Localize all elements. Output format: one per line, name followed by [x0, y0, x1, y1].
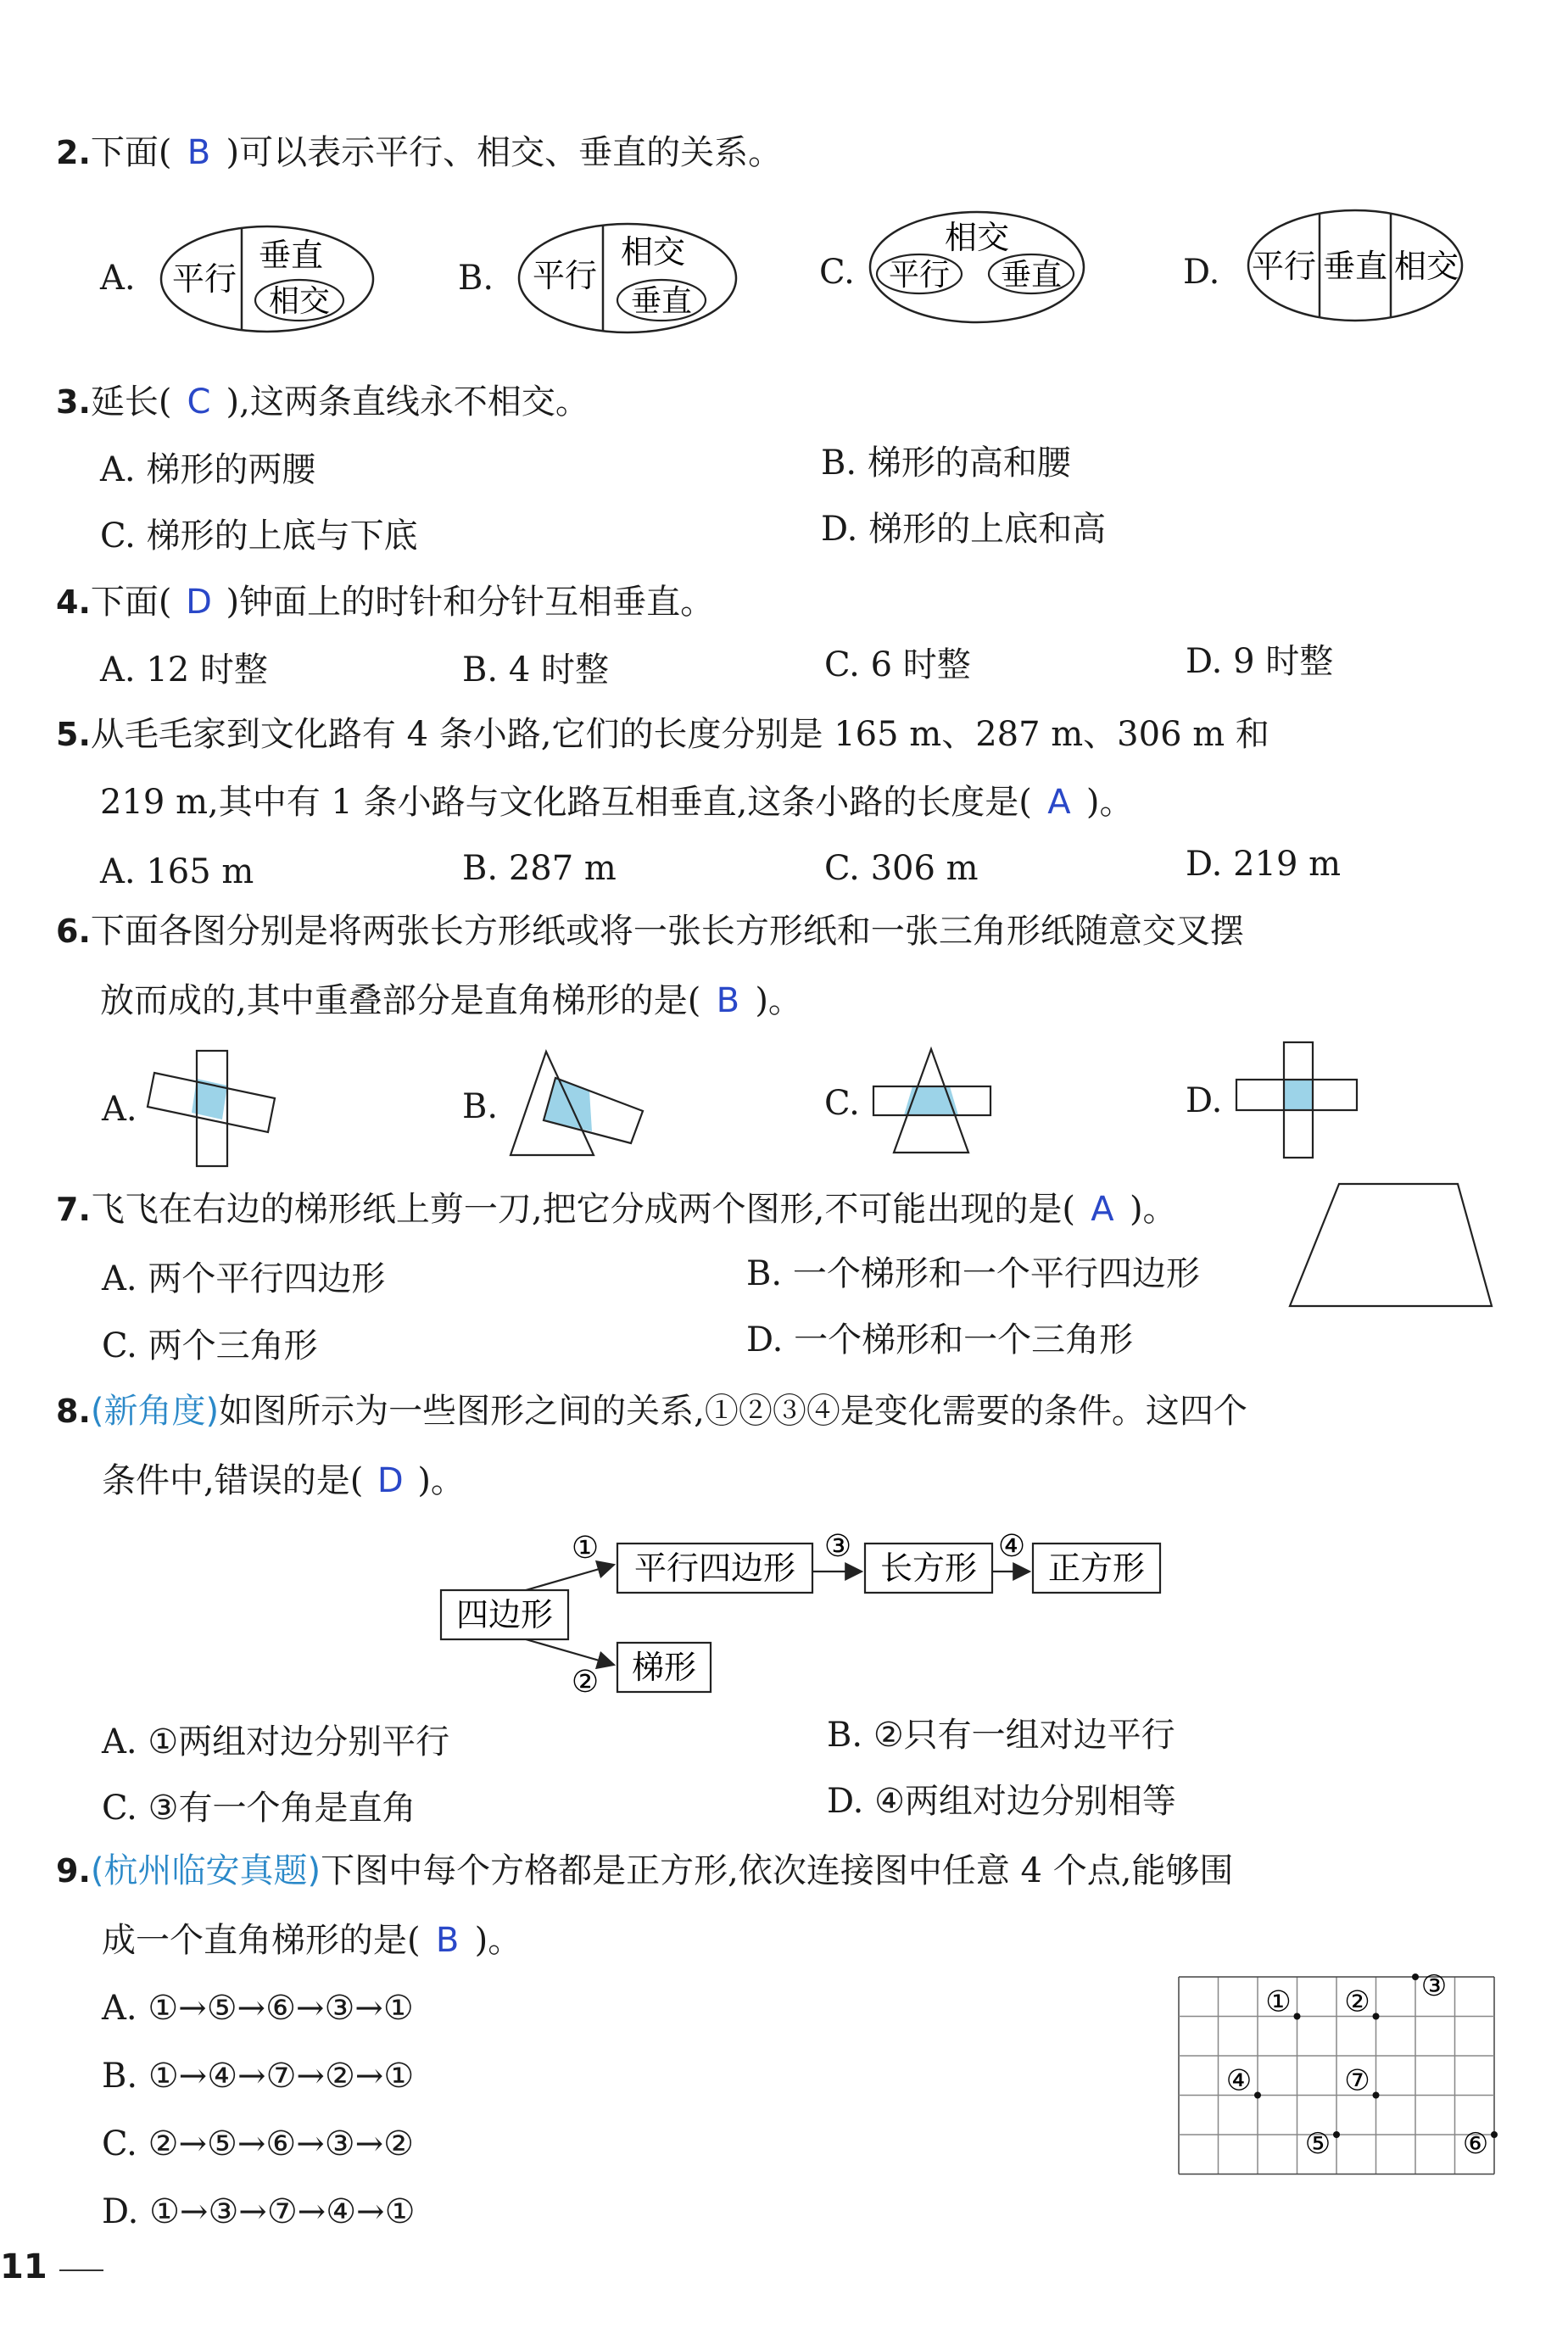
- option-label-d: D.: [1186, 1081, 1223, 1120]
- grid-point: [1294, 2013, 1301, 2020]
- label-perpendicular: 垂直: [1322, 248, 1388, 285]
- option-d: D. 梯形的上底和高: [821, 510, 1107, 549]
- option-c: C. 梯形的上底与下底: [100, 516, 418, 555]
- stem-text: 下图中每个方格都是正方形,依次连接图中任意 4 个点,能够围: [321, 1851, 1234, 1890]
- option-b: B. 梯形的高和腰: [821, 444, 1071, 483]
- answer-fill: D: [186, 583, 212, 622]
- shape-relation-diagram: [432, 1522, 1162, 1700]
- answer-fill: B: [187, 133, 211, 172]
- stem-text: 如图所示为一些图形之间的关系,①②③④是变化需要的条件。这四个: [219, 1392, 1247, 1431]
- question-number: 4.: [56, 583, 91, 621]
- grid-point: [1373, 2013, 1380, 2020]
- condition-3: ③: [823, 1529, 852, 1564]
- option-c: C. 两个三角形: [102, 1326, 318, 1365]
- option-d: D. 9 时整: [1186, 642, 1334, 681]
- stem-text: 延长(: [90, 382, 172, 421]
- label-intersect: 相交: [1393, 248, 1459, 285]
- stem-text: )可以表示平行、相交、垂直的关系。: [226, 133, 783, 172]
- q4-stem: [56, 582, 714, 622]
- venn-diagram-b: [516, 219, 740, 338]
- stem-text: 成一个直角梯形的是(: [102, 1921, 421, 1960]
- option-c: C. ②→⑤→⑥→③→②: [102, 2124, 414, 2163]
- option-c: C. ③有一个角是直角: [102, 1789, 416, 1828]
- condition-4: ④: [997, 1529, 1026, 1564]
- option-label-b: B.: [458, 259, 494, 298]
- q6-line1: [56, 911, 1244, 952]
- option-label-d: D.: [1183, 253, 1220, 292]
- trapezoid-figure: [1285, 1181, 1501, 1316]
- q9-line1: [56, 1851, 1233, 1891]
- point-labels: [1226, 1969, 1488, 2161]
- stem-text: )。: [755, 981, 802, 1020]
- option-d: D. 219 m: [1186, 845, 1342, 884]
- overlap-figure-c: [868, 1047, 996, 1158]
- stem-text: 条件中,错误的是(: [102, 1461, 364, 1500]
- label-intersect: 相交: [268, 284, 331, 319]
- q5-line2: [100, 782, 1134, 823]
- stem-text: 从毛毛家到文化路有 4 条小路,它们的长度分别是 165 m、287 m、306 m 和: [90, 715, 1269, 754]
- option-b: B. ②只有一组对边平行: [827, 1716, 1175, 1755]
- node-trapezoid: 梯形: [631, 1649, 697, 1686]
- label-parallel: 平行: [171, 260, 237, 298]
- answer-fill: D: [377, 1461, 404, 1500]
- label-parallel: 平行: [532, 257, 598, 294]
- option-label-b: B.: [462, 1087, 499, 1126]
- venn-diagram-d: [1245, 208, 1465, 327]
- label-parallel: 平行: [888, 258, 951, 293]
- label-perpendicular: 垂直: [630, 284, 693, 319]
- question-number: 6.: [56, 913, 91, 950]
- question-number: 3.: [56, 383, 91, 421]
- question-number: 9.: [56, 1852, 91, 1890]
- grid-point: [1412, 1973, 1419, 1980]
- q8-line2: [102, 1460, 465, 1501]
- answer-fill: B: [716, 981, 740, 1020]
- stem-text: 飞飞在右边的梯形纸上剪一刀,把它分成两个图形,不可能出现的是(: [90, 1190, 1075, 1229]
- option-d: D. 一个梯形和一个三角形: [746, 1320, 1134, 1359]
- stem-text: )。: [1129, 1190, 1177, 1229]
- label-perpendicular: 垂直: [258, 237, 324, 274]
- question-number: 5.: [56, 716, 91, 753]
- option-a: A. 165 m: [100, 852, 254, 891]
- option-label-a: A.: [100, 259, 136, 298]
- option-a: A. 12 时整: [100, 650, 268, 689]
- stem-text: )。: [474, 1921, 522, 1960]
- stem-text: 219 m,其中有 1 条小路与文化路互相垂直,这条小路的长度是(: [100, 783, 1032, 822]
- answer-fill: A: [1047, 783, 1071, 822]
- category-tag: (杭州临安真题): [90, 1851, 321, 1890]
- stem-text: ),这两条直线永不相交。: [226, 382, 589, 421]
- stem-text: )。: [1085, 783, 1134, 822]
- q6-line2: [100, 980, 802, 1021]
- label-intersect: 相交: [620, 233, 686, 271]
- option-c: C. 306 m: [824, 849, 979, 888]
- q7-stem: [56, 1189, 1177, 1230]
- stem-text: )钟面上的时针和分针互相垂直。: [226, 583, 715, 622]
- label-parallel: 平行: [1251, 248, 1317, 285]
- q8-line1: [56, 1391, 1247, 1432]
- overlap-figure-b: [505, 1050, 650, 1160]
- option-label-c: C.: [824, 1084, 860, 1123]
- question-number: 8.: [56, 1393, 91, 1430]
- q5-line1: [56, 714, 1269, 755]
- category-tag: (新角度): [90, 1392, 220, 1431]
- answer-fill: A: [1091, 1190, 1114, 1229]
- option-b: B. ①→④→⑦→②→①: [102, 2057, 415, 2096]
- option-d: D. ①→③→⑦→④→①: [102, 2192, 416, 2231]
- grid-point: [1333, 2131, 1340, 2138]
- q2-stem: [56, 132, 782, 173]
- point-label: ④: [1225, 2063, 1253, 2098]
- option-a: A. 两个平行四边形: [102, 1259, 386, 1298]
- q9-line2: [102, 1920, 522, 1961]
- option-a: A. 梯形的两腰: [100, 450, 316, 489]
- option-c: C. 6 时整: [824, 645, 971, 684]
- answer-fill: C: [187, 382, 211, 421]
- node-parallelogram: 平行四边形: [633, 1549, 796, 1587]
- condition-2: ②: [571, 1665, 600, 1700]
- point-label: ⑦: [1344, 2063, 1370, 2098]
- stem-text: 下面各图分别是将两张长方形纸或将一张长方形纸和一张三角形纸随意交叉摆: [90, 912, 1244, 951]
- answer-fill: B: [435, 1921, 460, 1960]
- grid-point: [1254, 2092, 1261, 2099]
- stem-text: 下面(: [90, 133, 172, 172]
- point-label: ⑥: [1462, 2127, 1489, 2161]
- point-label: ①: [1265, 1985, 1292, 2019]
- point-label: ②: [1344, 1985, 1370, 2019]
- overlap-figure-a: [149, 1047, 285, 1170]
- label-perpendicular: 垂直: [1000, 258, 1063, 293]
- venn-diagram-a: [157, 222, 377, 337]
- page-number-rule: [59, 2269, 103, 2271]
- option-b: B. 4 时整: [462, 650, 609, 689]
- q3-stem: [56, 382, 589, 422]
- point-label: ③: [1420, 1969, 1448, 2003]
- grid-point: [1491, 2131, 1498, 2138]
- point-label: ⑤: [1304, 2127, 1331, 2161]
- label-intersect: 相交: [944, 219, 1010, 256]
- option-label-a: A.: [102, 1090, 137, 1129]
- option-d: D. ④两组对边分别相等: [827, 1782, 1176, 1821]
- option-a: A. ①两组对边分别平行: [102, 1722, 450, 1761]
- node-rectangle: 长方形: [879, 1549, 978, 1587]
- question-number: 7.: [56, 1191, 91, 1228]
- stem-text: )。: [417, 1461, 465, 1500]
- grid-point: [1373, 2092, 1380, 2099]
- question-number: 2.: [56, 134, 91, 171]
- condition-1: ①: [571, 1531, 600, 1566]
- option-b: B. 287 m: [462, 849, 617, 888]
- overlap-figure-d: [1233, 1039, 1360, 1162]
- node-square: 正方形: [1047, 1549, 1146, 1587]
- page-number: 11: [0, 2247, 47, 2286]
- venn-diagram-c: [867, 208, 1087, 327]
- node-quadrilateral: 四边形: [455, 1596, 554, 1633]
- stem-text: 下面(: [90, 583, 172, 622]
- stem-text: 放而成的,其中重叠部分是直角梯形的是(: [100, 981, 701, 1020]
- option-b: B. 一个梯形和一个平行四边形: [746, 1254, 1200, 1293]
- option-a: A. ①→⑤→⑥→③→①: [102, 1989, 414, 2028]
- dot-grid-figure: [1177, 1969, 1499, 2180]
- option-label-c: C.: [819, 253, 855, 292]
